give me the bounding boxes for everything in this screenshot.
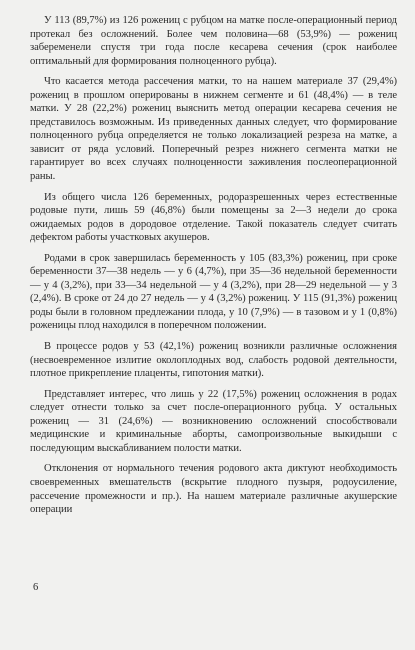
paragraph-6: Представляет интерес, что лишь у 22 (17,5%) рожениц осложнения в родах следует отнести только за счет после-операционного рубца. У остальных рожениц — 31 (24,6%) — возникновению осложнений способствовали медицинские и криминальные аборты, самопроизвольные выкидыши с последующим выскабливанием полости матки.	[30, 388, 397, 454]
paragraph-1: У 113 (89,7%) из 126 рожениц с рубцом на матке после-операционный период протекал без осложнений. Более чем половина—68 (53,9%) — рожениц забеременели спустя три года после кесарева сечения (срок наиболее оптимальный для формирования полноценного рубца).	[30, 15, 397, 67]
paragraph-7: Отклонения от нормального течения родового акта диктуют необходимость своевременных вмешательств (вскрытие плодного пузыря, родоусиление, рассечение промежности и пр.). На нашем материале различные акушерские операции	[30, 463, 397, 516]
paragraph-4: Родами в срок завершилась беременность у 105 (83,3%) рожениц, при сроке беременности 37—38 недель — у 6 (4,7%), при 35—36 недельной беременности — у 4 (3,2%), при 33—34 недельной — у 4 (3,2%), при 28—29 недельной — у 3 (2,4%). В сроке от 24 до 27 недель — у 4 (3,2%) рожениц. У 115 (91,3%) рожениц роды были в головном предлежании плода, у 10 (7,9%) — в тазовом и у 1 (0,8%) роженицы плод находился в поперечном положении.	[30, 252, 397, 332]
paragraph-2: Что касается метода рассечения матки, то на нашем материале 37 (29,4%) рожениц в прошлом оперированы в нижнем сегменте и 61 (48,4%) — в теле матки. У 28 (22,2%) рожениц выяснить метод операции кесарева сечения не представилось возможным. Из приведенных данных следует, что формирование полноценного рубца определяется не только локализацией резреза на матке, а зависит от ряда условий. Поперечный резрез нижнего сегмента матки не гарантирует во всех случаях полноценности заживления послеоперационной раны.	[30, 76, 397, 183]
page-number: 6	[33, 582, 39, 593]
paragraph-3: Из общего числа 126 беременных, родоразрешенных через естественные родовые пути, лишь 59 (46,8%) были помещены за 2—3 недели до срока ожидаемых родов в дородовое отделение. Такой показатель следует считать дефектом работы участковых акушеров.	[30, 191, 397, 244]
paragraph-5: В процессе родов у 53 (42,1%) рожениц возникли различные осложнения (несвоевременное излитие околоплодных вод, слабость родовой деятельности, плотное прикрепление плаценты, гипотония матки).	[30, 341, 397, 380]
